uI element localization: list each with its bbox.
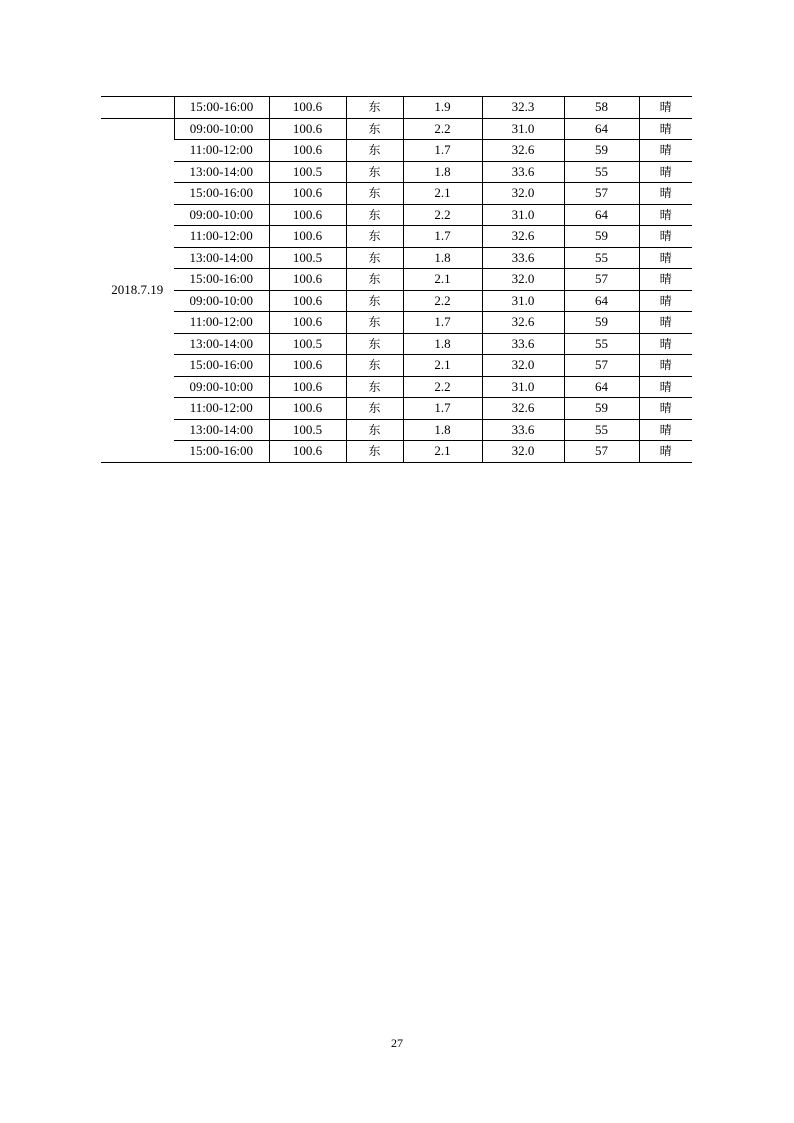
temperature-cell: 32.0 bbox=[482, 269, 564, 291]
time-cell: 11:00-12:00 bbox=[174, 140, 269, 162]
temperature-cell: 32.6 bbox=[482, 312, 564, 334]
temperature-cell: 33.6 bbox=[482, 247, 564, 269]
weather-observation-table bbox=[101, 96, 692, 463]
wind-direction-cell: 东 bbox=[346, 376, 403, 398]
weather-cell: 晴 bbox=[639, 355, 692, 377]
pressure-cell: 100.6 bbox=[269, 441, 346, 463]
humidity-cell: 58 bbox=[564, 97, 639, 119]
pressure-cell: 100.6 bbox=[269, 269, 346, 291]
pressure-cell: 100.6 bbox=[269, 290, 346, 312]
weather-cell: 晴 bbox=[639, 441, 692, 463]
humidity-cell: 55 bbox=[564, 333, 639, 355]
wind-speed-cell: 2.1 bbox=[403, 441, 482, 463]
temperature-cell: 32.3 bbox=[482, 97, 564, 119]
time-cell: 15:00-16:00 bbox=[174, 441, 269, 463]
weather-cell: 晴 bbox=[639, 140, 692, 162]
wind-speed-cell: 2.1 bbox=[403, 269, 482, 291]
time-cell: 15:00-16:00 bbox=[174, 183, 269, 205]
humidity-cell: 64 bbox=[564, 290, 639, 312]
time-cell: 11:00-12:00 bbox=[174, 398, 269, 420]
time-cell: 15:00-16:00 bbox=[174, 97, 269, 119]
table-row bbox=[101, 183, 692, 205]
pressure-cell: 100.5 bbox=[269, 247, 346, 269]
humidity-cell: 55 bbox=[564, 247, 639, 269]
table-row bbox=[101, 398, 692, 420]
wind-speed-cell: 1.8 bbox=[403, 247, 482, 269]
weather-cell: 晴 bbox=[639, 269, 692, 291]
temperature-cell: 32.6 bbox=[482, 398, 564, 420]
wind-direction-cell: 东 bbox=[346, 269, 403, 291]
table-row bbox=[101, 355, 692, 377]
pressure-cell: 100.6 bbox=[269, 376, 346, 398]
wind-speed-cell: 1.8 bbox=[403, 161, 482, 183]
table-row bbox=[101, 226, 692, 248]
humidity-cell: 55 bbox=[564, 161, 639, 183]
pressure-cell: 100.6 bbox=[269, 204, 346, 226]
humidity-cell: 55 bbox=[564, 419, 639, 441]
weather-cell: 晴 bbox=[639, 204, 692, 226]
wind-direction-cell: 东 bbox=[346, 312, 403, 334]
wind-direction-cell: 东 bbox=[346, 290, 403, 312]
wind-speed-cell: 2.2 bbox=[403, 290, 482, 312]
temperature-cell: 32.0 bbox=[482, 441, 564, 463]
pressure-cell: 100.6 bbox=[269, 118, 346, 140]
wind-direction-cell: 东 bbox=[346, 183, 403, 205]
wind-direction-cell: 东 bbox=[346, 247, 403, 269]
date-cell: 2018.7.19 bbox=[101, 118, 174, 462]
wind-direction-cell: 东 bbox=[346, 226, 403, 248]
table-row bbox=[101, 118, 692, 140]
pressure-cell: 100.5 bbox=[269, 161, 346, 183]
table-row bbox=[101, 419, 692, 441]
wind-direction-cell: 东 bbox=[346, 204, 403, 226]
wind-direction-cell: 东 bbox=[346, 441, 403, 463]
time-cell: 13:00-14:00 bbox=[174, 419, 269, 441]
humidity-cell: 57 bbox=[564, 441, 639, 463]
time-cell: 09:00-10:00 bbox=[174, 204, 269, 226]
wind-direction-cell: 东 bbox=[346, 161, 403, 183]
humidity-cell: 59 bbox=[564, 398, 639, 420]
wind-speed-cell: 2.1 bbox=[403, 183, 482, 205]
wind-speed-cell: 1.8 bbox=[403, 333, 482, 355]
wind-speed-cell: 1.9 bbox=[403, 97, 482, 119]
temperature-cell: 31.0 bbox=[482, 118, 564, 140]
temperature-cell: 33.6 bbox=[482, 419, 564, 441]
pressure-cell: 100.5 bbox=[269, 333, 346, 355]
page-number: 27 bbox=[391, 1036, 403, 1050]
pressure-cell: 100.6 bbox=[269, 398, 346, 420]
temperature-cell: 31.0 bbox=[482, 204, 564, 226]
wind-speed-cell: 2.2 bbox=[403, 204, 482, 226]
wind-direction-cell: 东 bbox=[346, 398, 403, 420]
humidity-cell: 57 bbox=[564, 183, 639, 205]
table-row bbox=[101, 312, 692, 334]
weather-cell: 晴 bbox=[639, 398, 692, 420]
wind-speed-cell: 1.7 bbox=[403, 312, 482, 334]
temperature-cell: 32.6 bbox=[482, 226, 564, 248]
weather-cell: 晴 bbox=[639, 376, 692, 398]
time-cell: 15:00-16:00 bbox=[174, 269, 269, 291]
wind-speed-cell: 1.7 bbox=[403, 140, 482, 162]
time-cell: 09:00-10:00 bbox=[174, 118, 269, 140]
table-body bbox=[101, 97, 692, 463]
table-row bbox=[101, 290, 692, 312]
pressure-cell: 100.5 bbox=[269, 419, 346, 441]
time-cell: 15:00-16:00 bbox=[174, 355, 269, 377]
pressure-cell: 100.6 bbox=[269, 140, 346, 162]
table-row bbox=[101, 97, 692, 119]
weather-cell: 晴 bbox=[639, 333, 692, 355]
time-cell: 13:00-14:00 bbox=[174, 161, 269, 183]
time-cell: 09:00-10:00 bbox=[174, 376, 269, 398]
pressure-cell: 100.6 bbox=[269, 312, 346, 334]
wind-direction-cell: 东 bbox=[346, 355, 403, 377]
wind-direction-cell: 东 bbox=[346, 97, 403, 119]
wind-speed-cell: 1.8 bbox=[403, 419, 482, 441]
time-cell: 13:00-14:00 bbox=[174, 247, 269, 269]
weather-cell: 晴 bbox=[639, 226, 692, 248]
wind-direction-cell: 东 bbox=[346, 419, 403, 441]
table-row bbox=[101, 269, 692, 291]
wind-speed-cell: 1.7 bbox=[403, 226, 482, 248]
date-cell bbox=[101, 97, 174, 119]
temperature-cell: 31.0 bbox=[482, 376, 564, 398]
time-cell: 11:00-12:00 bbox=[174, 226, 269, 248]
wind-speed-cell: 2.2 bbox=[403, 118, 482, 140]
temperature-cell: 32.6 bbox=[482, 140, 564, 162]
humidity-cell: 59 bbox=[564, 312, 639, 334]
time-cell: 09:00-10:00 bbox=[174, 290, 269, 312]
weather-cell: 晴 bbox=[639, 290, 692, 312]
humidity-cell: 64 bbox=[564, 118, 639, 140]
wind-direction-cell: 东 bbox=[346, 140, 403, 162]
humidity-cell: 59 bbox=[564, 226, 639, 248]
humidity-cell: 57 bbox=[564, 269, 639, 291]
temperature-cell: 33.6 bbox=[482, 333, 564, 355]
wind-speed-cell: 2.1 bbox=[403, 355, 482, 377]
temperature-cell: 32.0 bbox=[482, 183, 564, 205]
humidity-cell: 64 bbox=[564, 376, 639, 398]
pressure-cell: 100.6 bbox=[269, 226, 346, 248]
pressure-cell: 100.6 bbox=[269, 355, 346, 377]
weather-cell: 晴 bbox=[639, 312, 692, 334]
table-row bbox=[101, 140, 692, 162]
wind-speed-cell: 2.2 bbox=[403, 376, 482, 398]
weather-cell: 晴 bbox=[639, 247, 692, 269]
weather-cell: 晴 bbox=[639, 419, 692, 441]
table-row bbox=[101, 376, 692, 398]
pressure-cell: 100.6 bbox=[269, 97, 346, 119]
temperature-cell: 32.0 bbox=[482, 355, 564, 377]
table-row bbox=[101, 441, 692, 463]
wind-direction-cell: 东 bbox=[346, 333, 403, 355]
table-row bbox=[101, 247, 692, 269]
temperature-cell: 33.6 bbox=[482, 161, 564, 183]
weather-cell: 晴 bbox=[639, 118, 692, 140]
humidity-cell: 64 bbox=[564, 204, 639, 226]
weather-cell: 晴 bbox=[639, 183, 692, 205]
weather-cell: 晴 bbox=[639, 161, 692, 183]
weather-cell: 晴 bbox=[639, 97, 692, 119]
time-cell: 11:00-12:00 bbox=[174, 312, 269, 334]
wind-direction-cell: 东 bbox=[346, 118, 403, 140]
wind-speed-cell: 1.7 bbox=[403, 398, 482, 420]
humidity-cell: 59 bbox=[564, 140, 639, 162]
time-cell: 13:00-14:00 bbox=[174, 333, 269, 355]
table-row bbox=[101, 204, 692, 226]
humidity-cell: 57 bbox=[564, 355, 639, 377]
table-row bbox=[101, 333, 692, 355]
pressure-cell: 100.6 bbox=[269, 183, 346, 205]
table-row bbox=[101, 161, 692, 183]
temperature-cell: 31.0 bbox=[482, 290, 564, 312]
